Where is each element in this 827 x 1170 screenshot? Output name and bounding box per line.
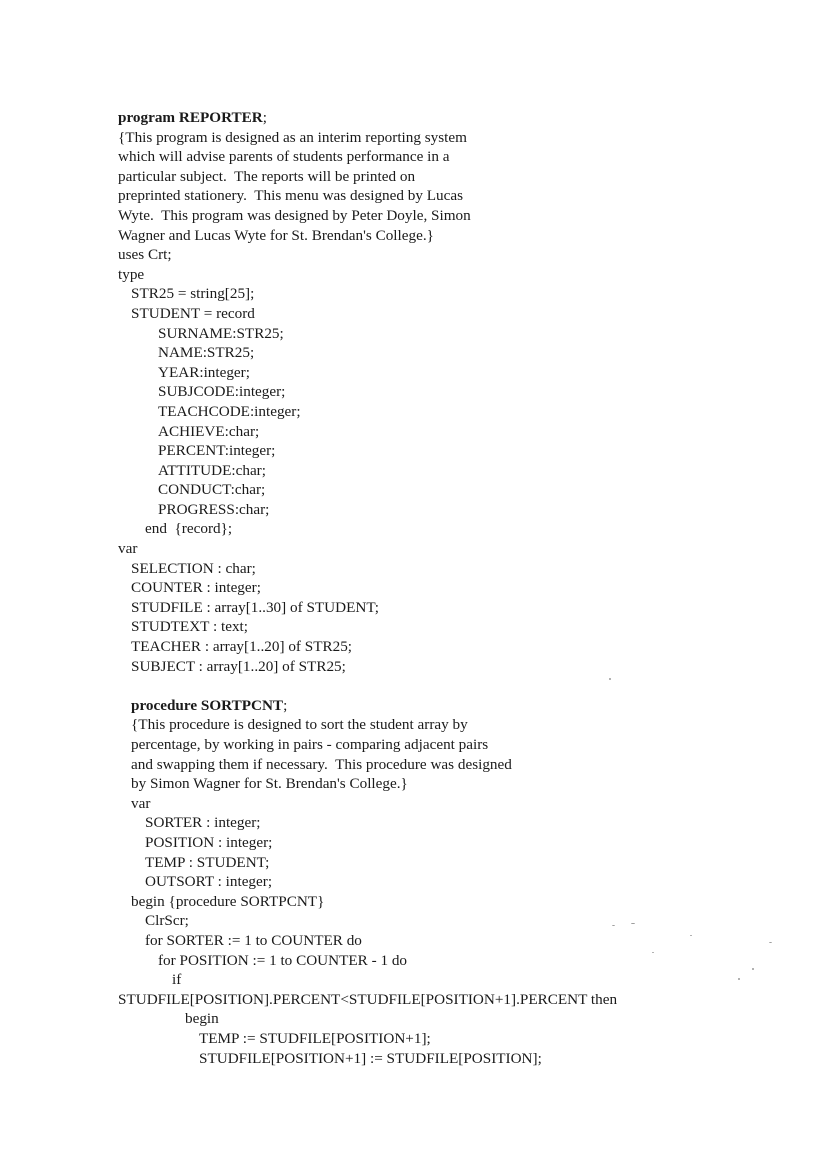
record-field: CONDUCT:char; xyxy=(158,481,266,499)
comment-line: particular subject. The reports will be printed on xyxy=(118,167,416,185)
record-field: TEACHCODE:integer; xyxy=(158,402,301,420)
program-header xyxy=(118,108,758,128)
procedure-terminator: ; xyxy=(283,696,288,714)
blank-line xyxy=(118,676,758,696)
type-definition: STR25 = string[25]; xyxy=(131,285,255,303)
record-field: NAME:STR25; xyxy=(158,344,255,362)
global-variable: STUDTEXT : text; xyxy=(131,618,248,636)
comment-line: Wyte. This program was designed by Peter Doyle, Simon xyxy=(118,206,471,224)
procedure-name: SORTPCNT xyxy=(200,696,284,714)
global-variable: SELECTION : char; xyxy=(131,559,256,577)
record-field: YEAR:integer; xyxy=(158,363,250,381)
procedure-comment-line: and swapping them if necessary. This procedure was designed xyxy=(131,755,512,773)
type-definition: STUDENT = record xyxy=(131,304,255,322)
global-variable: STUDFILE : array[1..30] of STUDENT; xyxy=(131,598,380,616)
uses-clause: uses Crt; xyxy=(118,246,172,264)
program-keyword: program xyxy=(118,109,176,126)
record-field: ACHIEVE:char; xyxy=(158,422,260,440)
local-variable: SORTER : integer; xyxy=(145,814,261,832)
swap-begin: begin xyxy=(185,1010,219,1028)
procedure-comment-line: percentage, by working in pairs - comparing adjacent pairs xyxy=(131,736,489,753)
global-variable: SUBJECT : array[1..20] of STR25; xyxy=(131,657,346,675)
local-variable: TEMP : STUDENT; xyxy=(145,853,270,871)
program-name: REPORTER xyxy=(178,109,263,126)
local-variable: POSITION : integer; xyxy=(145,833,273,851)
record-field: PERCENT:integer; xyxy=(158,442,276,460)
if-condition: STUDFILE[POSITION].PERCENT<STUDFILE[POSITION+1].PERCENT then xyxy=(118,990,618,1008)
comment-line: Wagner and Lucas Wyte for St. Brendan's College.} xyxy=(118,226,434,244)
if-keyword: if xyxy=(172,971,182,989)
procedure-comment-line: by Simon Wagner for St. Brendan's College.} xyxy=(131,775,408,793)
procedure-begin: begin {procedure SORTPCNT} xyxy=(131,892,325,910)
var-keyword: var xyxy=(118,540,138,558)
program-listing xyxy=(118,108,758,1068)
record-field: SUBJCODE:integer; xyxy=(158,383,286,401)
outer-for-loop: for SORTER := 1 to COUNTER do xyxy=(145,931,362,949)
local-variable: OUTSORT : integer; xyxy=(145,873,273,891)
global-variable: TEACHER : array[1..20] of STR25; xyxy=(131,638,353,656)
procedure-header xyxy=(118,696,758,716)
comment-line: which will advise parents of students performance in a xyxy=(118,148,450,166)
clrscr-statement: ClrScr; xyxy=(145,912,189,930)
record-field: PROGRESS:char; xyxy=(158,500,270,518)
global-variable: COUNTER : integer; xyxy=(131,579,261,597)
swap-statement: TEMP := STUDFILE[POSITION+1]; xyxy=(199,1029,431,1047)
procedure-var-keyword: var xyxy=(131,794,151,812)
record-field: SURNAME:STR25; xyxy=(158,324,284,342)
inner-for-loop: for POSITION := 1 to COUNTER - 1 do xyxy=(158,951,408,969)
program-terminator: ; xyxy=(262,109,267,126)
comment-line: preprinted stationery. This menu was designed by Lucas xyxy=(118,187,464,205)
type-keyword: type xyxy=(118,265,145,283)
comment-line: {This program is designed as an interim reporting system xyxy=(118,128,467,146)
record-end: end {record}; xyxy=(145,520,233,538)
procedure-comment-line: {This procedure is designed to sort the student array by xyxy=(131,716,468,734)
procedure-keyword: procedure xyxy=(131,696,198,714)
record-field: ATTITUDE:char; xyxy=(158,461,266,479)
swap-statement: STUDFILE[POSITION+1] := STUDFILE[POSITION]; xyxy=(199,1049,542,1067)
